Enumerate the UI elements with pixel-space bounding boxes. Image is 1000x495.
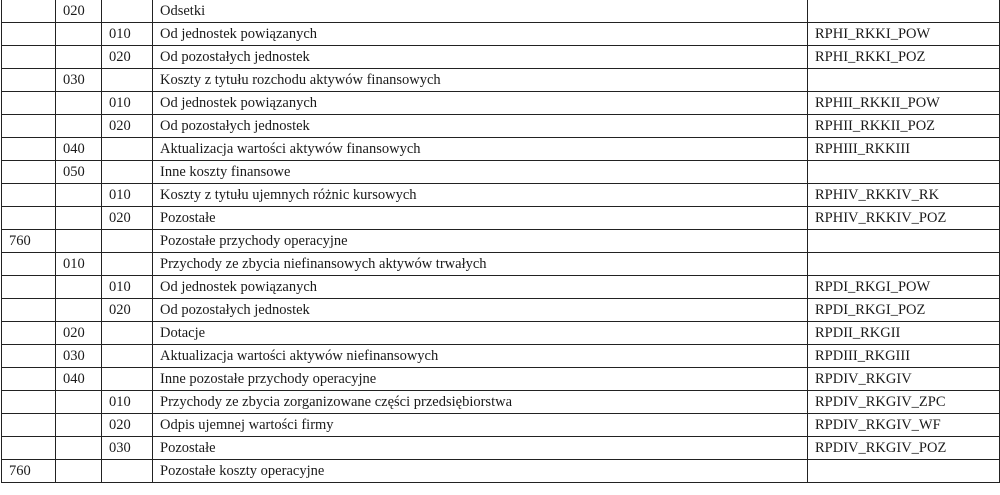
description-cell: Od jednostek powiązanych xyxy=(153,23,808,46)
account-subgroup-cell: 030 xyxy=(56,345,102,368)
mapping-code-cell xyxy=(808,460,1000,483)
table-row xyxy=(2,322,1000,345)
mapping-code-cell: RPHIII_RKKIII xyxy=(808,138,1000,161)
table-row xyxy=(2,345,1000,368)
account-subgroup-cell: 030 xyxy=(56,69,102,92)
mapping-code-cell: RPDIV_RKGIV xyxy=(808,368,1000,391)
description-cell: Koszty z tytułu rozchodu aktywów finansowych xyxy=(153,69,808,92)
account-item-cell: 020 xyxy=(102,207,153,230)
table-row xyxy=(2,69,1000,92)
account-item-cell: 020 xyxy=(102,115,153,138)
table-row xyxy=(2,414,1000,437)
mapping-code-cell xyxy=(808,69,1000,92)
table-row xyxy=(2,184,1000,207)
account-subgroup-cell: 010 xyxy=(56,253,102,276)
description-cell: Pozostałe przychody operacyjne xyxy=(153,230,808,253)
table-row xyxy=(2,276,1000,299)
account-group-cell: 760 xyxy=(2,460,56,483)
account-item-cell: 010 xyxy=(102,276,153,299)
account-subgroup-cell: 050 xyxy=(56,161,102,184)
table-row xyxy=(2,161,1000,184)
description-cell: Aktualizacja wartości aktywów niefinansowych xyxy=(153,345,808,368)
table-row xyxy=(2,253,1000,276)
account-group-cell: 760 xyxy=(2,230,56,253)
account-subgroup-cell xyxy=(56,299,102,322)
account-group-cell xyxy=(2,276,56,299)
table-row xyxy=(2,46,1000,69)
table-row xyxy=(2,230,1000,253)
account-group-cell xyxy=(2,437,56,460)
description-cell: Aktualizacja wartości aktywów finansowych xyxy=(153,138,808,161)
mapping-code-cell: RPHII_RKKII_POW xyxy=(808,92,1000,115)
account-item-cell xyxy=(102,345,153,368)
account-subgroup-cell: 040 xyxy=(56,138,102,161)
account-item-cell: 010 xyxy=(102,184,153,207)
account-item-cell: 010 xyxy=(102,23,153,46)
description-cell: Inne koszty finansowe xyxy=(153,161,808,184)
mapping-code-cell xyxy=(808,161,1000,184)
account-item-cell xyxy=(102,0,153,23)
account-group-cell xyxy=(2,0,56,23)
account-item-cell xyxy=(102,69,153,92)
description-cell: Od pozostałych jednostek xyxy=(153,46,808,69)
account-subgroup-cell xyxy=(56,23,102,46)
account-group-cell xyxy=(2,184,56,207)
description-cell: Koszty z tytułu ujemnych różnic kursowych xyxy=(153,184,808,207)
account-group-cell xyxy=(2,368,56,391)
description-cell: Od jednostek powiązanych xyxy=(153,92,808,115)
account-subgroup-cell xyxy=(56,460,102,483)
account-subgroup-cell xyxy=(56,230,102,253)
description-cell: Pozostałe xyxy=(153,437,808,460)
account-group-cell xyxy=(2,138,56,161)
table-row xyxy=(2,92,1000,115)
mapping-code-cell xyxy=(808,0,1000,23)
mapping-code-cell: RPDI_RKGI_POW xyxy=(808,276,1000,299)
account-subgroup-cell xyxy=(56,184,102,207)
account-subgroup-cell: 040 xyxy=(56,368,102,391)
table-row xyxy=(2,460,1000,483)
account-item-cell xyxy=(102,161,153,184)
mapping-code-cell: RPDIV_RKGIV_WF xyxy=(808,414,1000,437)
description-cell: Odsetki xyxy=(153,0,808,23)
account-item-cell xyxy=(102,368,153,391)
mapping-code-cell: RPDIV_RKGIV_POZ xyxy=(808,437,1000,460)
account-subgroup-cell: 020 xyxy=(56,0,102,23)
account-group-cell xyxy=(2,253,56,276)
mapping-code-cell xyxy=(808,253,1000,276)
account-group-cell xyxy=(2,69,56,92)
account-item-cell: 020 xyxy=(102,414,153,437)
table-row xyxy=(2,207,1000,230)
table-row xyxy=(2,299,1000,322)
mapping-code-cell xyxy=(808,230,1000,253)
account-item-cell: 020 xyxy=(102,46,153,69)
table-row xyxy=(2,115,1000,138)
account-group-cell xyxy=(2,23,56,46)
account-item-cell xyxy=(102,322,153,345)
description-cell: Pozostałe koszty operacyjne xyxy=(153,460,808,483)
mapping-code-cell: RPHII_RKKII_POZ xyxy=(808,115,1000,138)
table-row xyxy=(2,368,1000,391)
account-item-cell: 020 xyxy=(102,299,153,322)
account-item-cell: 010 xyxy=(102,391,153,414)
table-row xyxy=(2,138,1000,161)
description-cell: Inne pozostałe przychody operacyjne xyxy=(153,368,808,391)
account-group-cell xyxy=(2,207,56,230)
account-group-cell xyxy=(2,46,56,69)
description-cell: Pozostałe xyxy=(153,207,808,230)
account-group-cell xyxy=(2,322,56,345)
description-cell: Odpis ujemnej wartości firmy xyxy=(153,414,808,437)
account-mapping-table xyxy=(1,0,1000,483)
description-cell: Od pozostałych jednostek xyxy=(153,299,808,322)
table-row xyxy=(2,437,1000,460)
mapping-code-cell: RPDI_RKGI_POZ xyxy=(808,299,1000,322)
account-group-cell xyxy=(2,92,56,115)
account-item-cell xyxy=(102,230,153,253)
description-cell: Przychody ze zbycia niefinansowych aktywów trwałych xyxy=(153,253,808,276)
description-cell: Od jednostek powiązanych xyxy=(153,276,808,299)
account-group-cell xyxy=(2,161,56,184)
account-subgroup-cell xyxy=(56,437,102,460)
table-row xyxy=(2,0,1000,23)
table-row xyxy=(2,391,1000,414)
table-body xyxy=(2,0,1000,483)
account-item-cell xyxy=(102,460,153,483)
account-subgroup-cell: 020 xyxy=(56,322,102,345)
account-item-cell: 030 xyxy=(102,437,153,460)
account-item-cell: 010 xyxy=(102,92,153,115)
mapping-code-cell: RPHIV_RKKIV_RK xyxy=(808,184,1000,207)
account-item-cell xyxy=(102,138,153,161)
description-cell: Od pozostałych jednostek xyxy=(153,115,808,138)
account-group-cell xyxy=(2,391,56,414)
account-subgroup-cell xyxy=(56,207,102,230)
mapping-code-cell: RPHIV_RKKIV_POZ xyxy=(808,207,1000,230)
account-item-cell xyxy=(102,253,153,276)
account-subgroup-cell xyxy=(56,391,102,414)
mapping-code-cell: RPDIII_RKGIII xyxy=(808,345,1000,368)
account-subgroup-cell xyxy=(56,115,102,138)
table-row xyxy=(2,23,1000,46)
account-group-cell xyxy=(2,115,56,138)
mapping-code-cell: RPHI_RKKI_POW xyxy=(808,23,1000,46)
account-group-cell xyxy=(2,414,56,437)
description-cell: Dotacje xyxy=(153,322,808,345)
account-group-cell xyxy=(2,299,56,322)
description-cell: Przychody ze zbycia zorganizowane części przedsiębiorstwa xyxy=(153,391,808,414)
account-subgroup-cell xyxy=(56,46,102,69)
account-subgroup-cell xyxy=(56,92,102,115)
mapping-code-cell: RPDII_RKGII xyxy=(808,322,1000,345)
mapping-code-cell: RPDIV_RKGIV_ZPC xyxy=(808,391,1000,414)
account-group-cell xyxy=(2,345,56,368)
account-subgroup-cell xyxy=(56,276,102,299)
mapping-code-cell: RPHI_RKKI_POZ xyxy=(808,46,1000,69)
account-subgroup-cell xyxy=(56,414,102,437)
